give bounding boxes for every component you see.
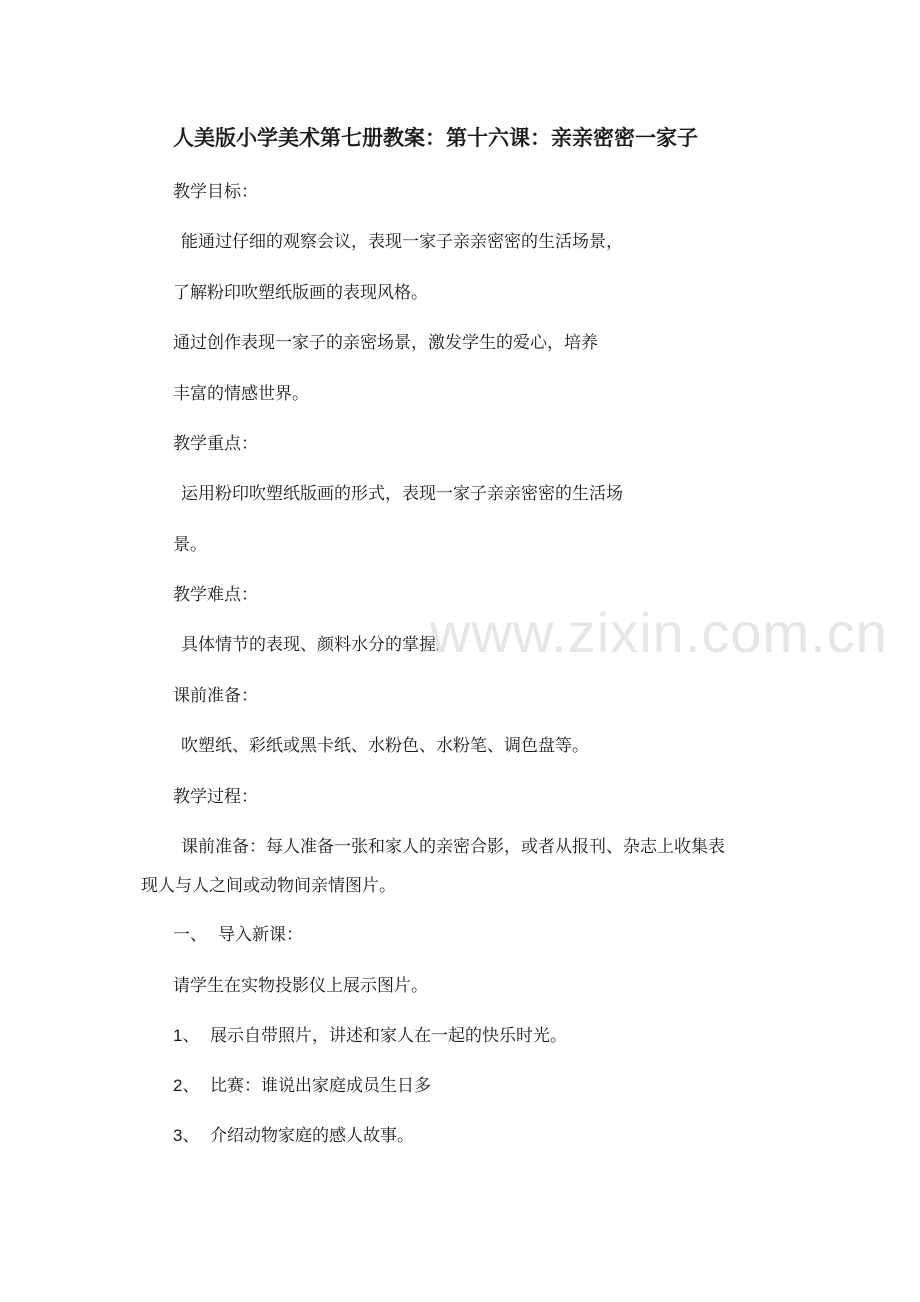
subsection-heading: 导入新课：	[218, 925, 303, 945]
paragraph-line: 现人与人之间或动物间亲情图片。	[141, 876, 396, 896]
paragraph-line: 丰富的情感世界。	[173, 384, 309, 404]
paragraph-line: 具体情节的表现、颜料水分的掌握。	[181, 635, 453, 655]
section-heading-key-points: 教学重点：	[173, 434, 258, 454]
paragraph-line: 了解粉印吹塑纸版画的表现风格。	[173, 283, 428, 303]
paragraph-line: 能通过仔细的观察会议，表现一家子亲亲密密的生活场景，	[181, 232, 623, 252]
section-heading-objectives: 教学目标：	[173, 182, 258, 202]
list-item: 比赛：谁说出家庭成员生日多	[210, 1076, 431, 1096]
list-marker: 3、	[173, 1126, 200, 1145]
list-item: 介绍动物家庭的感人故事。	[210, 1126, 414, 1146]
watermark: www.zixin.com.cn	[430, 601, 888, 664]
paragraph-line: 运用粉印吹塑纸版画的形式，表现一家子亲亲密密的生活场	[181, 484, 623, 504]
page-title: 人美版小学美术第七册教案：第十六课：亲亲密密一家子	[173, 125, 698, 150]
paragraph-line: 景。	[173, 535, 207, 555]
list-marker: 2、	[173, 1076, 200, 1095]
list-marker: 一、	[173, 925, 207, 945]
section-heading-difficulties: 教学难点：	[173, 585, 258, 605]
section-heading-process: 教学过程：	[173, 787, 258, 807]
list-marker: 1、	[173, 1026, 200, 1045]
paragraph-line: 课前准备：每人准备一张和家人的亲密合影，或者从报刊、杂志上收集表	[181, 837, 725, 857]
paragraph-line: 通过创作表现一家子的亲密场景，激发学生的爱心，培养	[173, 333, 598, 353]
section-heading-preparation: 课前准备：	[173, 686, 258, 706]
paragraph-line: 请学生在实物投影仪上展示图片。	[173, 976, 428, 996]
paragraph-line: 吹塑纸、彩纸或黑卡纸、水粉色、水粉笔、调色盘等。	[181, 736, 589, 756]
list-item: 展示自带照片，讲述和家人在一起的快乐时光。	[210, 1026, 567, 1046]
